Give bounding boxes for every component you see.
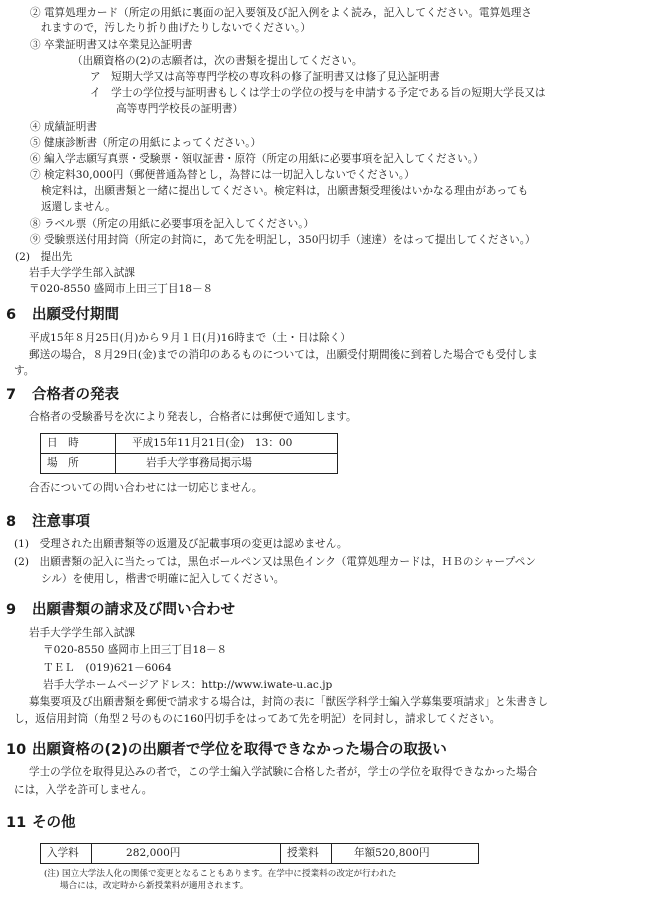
section-title: 出願資格の(2)の出願者で学位を取得できなかった場合の取扱い — [32, 742, 447, 758]
submission-org: 岩手大学学生部入試課 — [29, 267, 135, 279]
s8-item-1: (1) 受理された出願書類等の返還及び記載事項の変更は認めません。 — [14, 538, 348, 550]
section-number: 7 — [6, 387, 17, 403]
doc-item-3: ③ 卒業証明書又は卒業見込証明書 — [30, 39, 193, 51]
tuition-value: 年額520,800円 — [332, 844, 479, 864]
submission-address: 〒020-8550 盛岡市上田三丁目18－８ — [29, 283, 214, 295]
section-6-heading — [6, 306, 119, 326]
doc-item-3-i-cont: 高等専門学校長の証明書） — [116, 103, 244, 115]
s7-intro: 合格者の受験番号を次により発表し，合格者には郵便で通知します。 — [29, 411, 357, 423]
table-row — [41, 454, 338, 474]
doc-item-3-a: ア 短期大学又は高等専門学校の専攻科の修了証明書又は修了見込証明書 — [90, 71, 440, 83]
section-number: 8 — [6, 514, 17, 530]
section-8-heading — [6, 513, 90, 533]
section-number: 10 — [6, 742, 27, 758]
table-row — [41, 844, 479, 864]
table-row — [41, 434, 338, 454]
section-7-heading — [6, 386, 119, 406]
doc-item-6: ⑥ 編入学志願写真票・受験票・領収証書・原符（所定の用紙に必要事項を記入してください。） — [30, 153, 484, 165]
section-9-heading — [6, 601, 235, 621]
announcement-table — [40, 433, 338, 474]
doc-item-8: ⑧ ラベル票（所定の用紙に必要事項を記入してください。） — [30, 218, 315, 230]
section-number: 6 — [6, 307, 17, 323]
doc-item-9: ⑨ 受験票送付用封筒（所定の封筒に，あて先を明記し，350円切手（速達）をはって提出してください。） — [30, 234, 536, 246]
fee-note-2: 場合には，改定時から新授業料が適用されます。 — [60, 881, 249, 891]
doc-item-3-note: （出願資格の(2)の志願者は，次の書類を提出してください。 — [72, 55, 363, 67]
s9-mail-2: し，返信用封筒（角型２号のものに160円切手をはってあて先を明記）を同封し，請求してください。 — [14, 713, 501, 725]
doc-item-7-cont2: 返還しません。 — [41, 201, 116, 213]
doc-item-2: ② 電算処理カード（所定の用紙に裏面の記入要領及び記入例をよく読み，記入してください。電算処理さ — [30, 7, 532, 19]
s9-addr: 〒020-8550 盛岡市上田三丁目18－８ — [43, 644, 228, 656]
place-label: 場 所 — [41, 454, 116, 474]
s10-line-1: 学士の学位を取得見込みの者で，この学士編入学試験に合格した者が，学士の学位を取得できなかった場合 — [29, 766, 538, 778]
s10-line-2: には，入学を許可しません。 — [14, 784, 153, 796]
date-label: 日 時 — [41, 434, 116, 454]
tuition-label: 授業料 — [281, 844, 332, 864]
s6-line-1: 平成15年８月25日(月)から９月１日(月)16時まで（土・日は除く） — [29, 332, 351, 344]
s6-line-2: 郵送の場合，８月29日(金)までの消印のあるものについては，出願受付期間後に到着した場合でも受付しま — [29, 349, 538, 361]
s9-mail-1: 募集要項及び出願書類を郵便で請求する場合は，封筒の表に「獣医学科学士編入学募集要項請求」と朱書きし — [29, 696, 549, 708]
s6-line-3: す。 — [14, 365, 35, 377]
section-title: 出願書類の請求及び問い合わせ — [32, 602, 235, 618]
doc-item-7-cont: 検定料は，出願書類と一緒に提出してください。検定料は，出願書類受理後はいかなる理由があっても — [41, 185, 529, 197]
doc-item-2-cont: れますので，汚したり折り曲げたりしないでください。） — [41, 22, 311, 34]
date-value: 平成15年11月21日(金) 13：00 — [116, 434, 338, 454]
section-title: 出願受付期間 — [32, 307, 119, 323]
entrance-fee-label: 入学料 — [41, 844, 92, 864]
s9-tel: ＴＥＬ (019)621－6064 — [43, 662, 172, 674]
section-11-heading — [6, 814, 76, 834]
section-title: 注意事項 — [32, 514, 90, 530]
section-title: 合格者の発表 — [32, 387, 119, 403]
doc-item-5: ⑤ 健康診断書（所定の用紙によってください。） — [30, 137, 262, 149]
fee-table — [40, 843, 479, 864]
doc-item-4: ④ 成績証明書 — [30, 121, 97, 133]
s8-item-2-cont: シル）を使用し，楷書で明確に記入してください。 — [41, 573, 285, 585]
s7-note: 合否についての問い合わせには一切応じません。 — [29, 482, 263, 494]
entrance-fee-value: 282,000円 — [92, 844, 281, 864]
doc-item-7: ⑦ 検定料30,000円（郵便普通為替とし，為替には一切記入しないでください。） — [30, 169, 415, 181]
section-number: 9 — [6, 602, 17, 618]
section-10-heading — [6, 741, 447, 761]
submission-label: (2) 提出先 — [15, 251, 73, 263]
s9-web: 岩手大学ホームページアドレス：http://www.iwate-u.ac.jp — [43, 679, 333, 691]
section-title: その他 — [32, 815, 76, 831]
place-value: 岩手大学事務局掲示場 — [116, 454, 338, 474]
fee-note-1: (注) 国立大学法人化の関係で変更となることもあります。在学中に授業料の改定が行われた — [44, 869, 397, 879]
doc-item-3-i: イ 学士の学位授与証明書もしくは学士の学位の授与を申請する予定である旨の短期大学長又は — [90, 87, 546, 99]
s8-item-2: (2) 出願書類の記入に当たっては，黒色ボールペン又は黒色インク（電算処理カードは，ＨＢのシャープペン — [14, 556, 536, 568]
section-number: 11 — [6, 815, 27, 831]
s9-org: 岩手大学学生部入試課 — [29, 627, 135, 639]
